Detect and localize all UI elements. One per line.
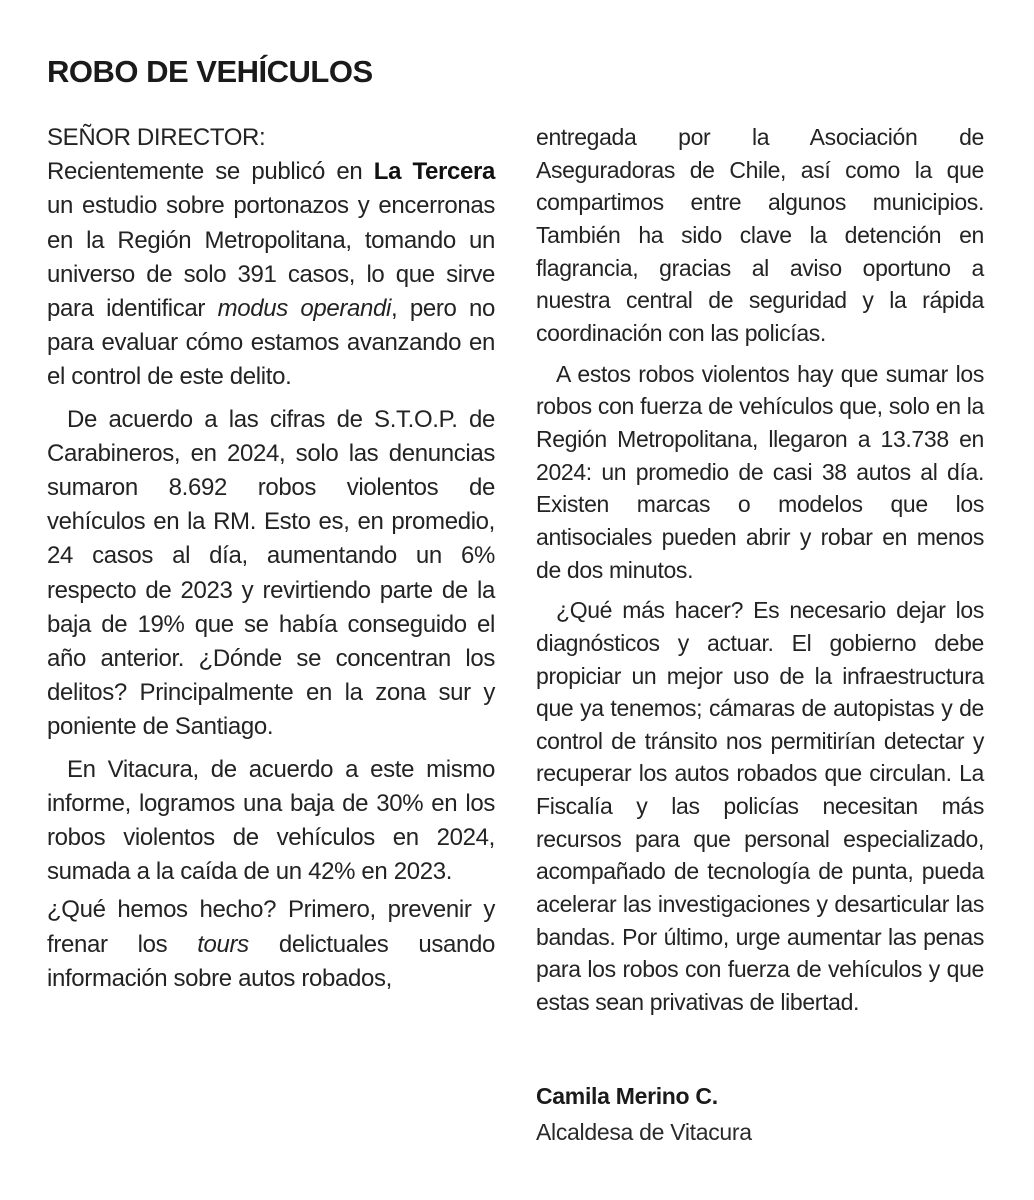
signature-role: Alcaldesa de Vitacura	[536, 1119, 752, 1145]
paragraph-3: En Vitacura, de acuerdo a este mismo informe, logramos una baja de 30% en los robos violentos de vehículos en 2024, sumada a la caída de un 42% en 2023.	[47, 755, 495, 886]
left-column	[47, 121, 495, 996]
p4-before: ¿Qué hemos hecho? Primero, prevenir y frenar los	[47, 896, 495, 958]
p1-middle: un estudio sobre portonazos y encerronas en la Región Metropolitana, tomando un universo de solo 391 casos, lo que sirve para identificar	[47, 192, 495, 323]
p1-italic-term: modus operandi	[217, 295, 391, 323]
paragraph-5: A estos robos violentos hay que sumar los robos con fuerza de vehículos que, solo en la Región Metropolitana, llegaron a 13.738 en 2024: un promedio de casi 38 autos al día. Existen marcas o modelos que los antisociales pueden abrir y robar en menos de dos minutos.	[536, 360, 984, 583]
p1-before: Recientemente se publicó en	[47, 158, 374, 186]
paragraph-4-continued: entregada por la Asociación de Aseguradoras de Chile, así como la que compartimos entre algunos municipios. También ha sido clave la detención en flagrancia, gracias al aviso oportuno a nuestra central de seguridad y la rápida coordinación con las policías.	[536, 124, 984, 346]
salutation: SEÑOR DIRECTOR:	[47, 124, 266, 151]
p1-after: , pero no para evaluar cómo estamos avanzando en el control de este delito.	[47, 295, 496, 391]
paragraph-4	[47, 893, 495, 996]
paragraph-6: ¿Qué más hacer? Es necesario dejar los diagnósticos y actuar. El gobierno debe propiciar un mejor uso de la infraestructura que ya tenemos; cámaras de autopistas y de control de tránsito nos permitirían detectar y recuperar los autos robados que circulan. La Fiscalía y las policías necesitan más recursos para que personal especializado, acompañado de tecnología de punta, pueda acelerar las investigaciones y desarticular las bandas. Por último, urge aumentar las penas para los robos con fuerza de vehículos y que estas sean privativas de libertad.	[536, 597, 984, 1016]
p4-italic-term: tours	[197, 930, 249, 958]
letter-title: ROBO DE VEHÍCULOS	[47, 54, 373, 89]
paragraph-2: De acuerdo a las cifras de S.T.O.P. de Carabineros, en 2024, solo las denuncias sumaron 8.692 robos violentos de vehículos en la RM. Esto es, en promedio, 24 casos al día, aumentando un 6% respecto de 2023 y revirtiendo parte de la baja de 19% que se había conseguido el año anterior. ¿Dónde se concentran los delitos? Principalmente en la zona sur y poniente de Santiago.	[47, 405, 495, 741]
paragraph-1	[47, 155, 495, 394]
publication-name: La Tercera	[373, 158, 495, 186]
signature-name: Camila Merino C.	[536, 1083, 718, 1109]
p4-after: delictuales usando información sobre autos robados,	[47, 930, 495, 992]
right-column	[536, 121, 984, 1019]
